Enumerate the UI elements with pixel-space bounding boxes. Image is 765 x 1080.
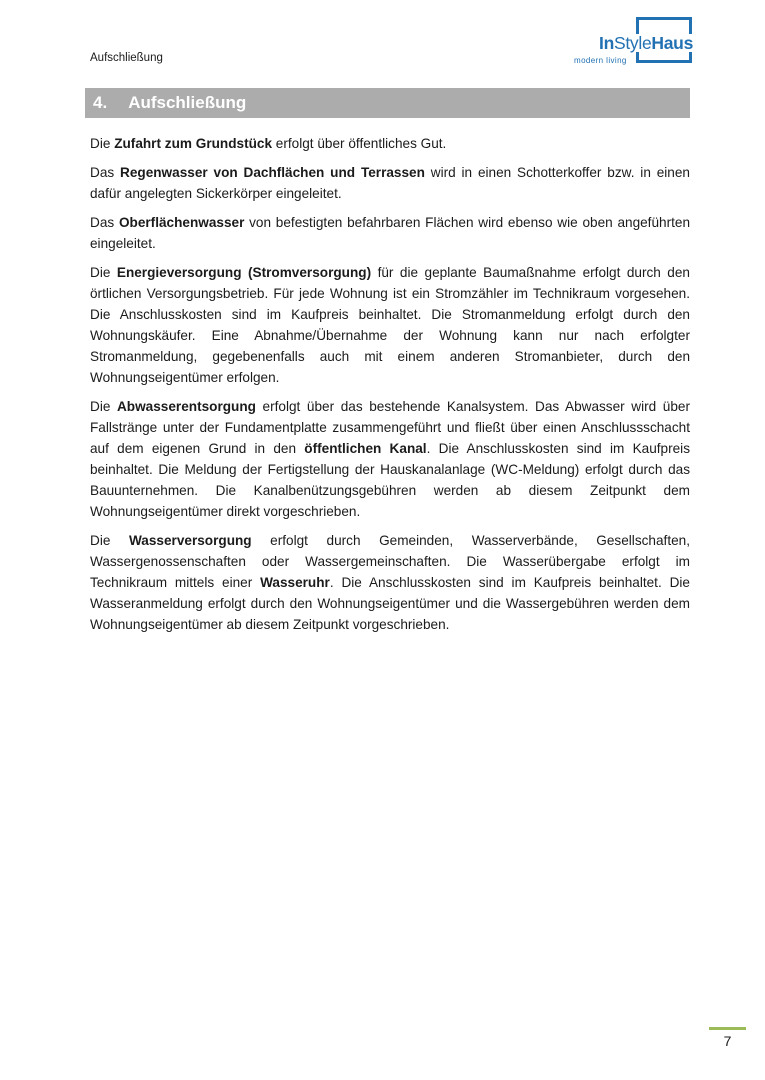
logo-wordmark-style: Style [614, 33, 652, 53]
logo-wordmark-in: In [599, 33, 614, 53]
text-run: erfolgt durch Gemeinden, Wasserverbände, Gesellschaften, Wassergenossenschaften oder Wassergemeinschaften. Die Wasserübergabe erfolgt im Technikraum mittels einer [90, 533, 690, 590]
page-footer [709, 1027, 746, 1049]
text-run: Das [90, 215, 119, 230]
text-run-bold: Zufahrt zum Grundstück [114, 136, 273, 151]
text-run-bold: Energieversorgung (Stromversorgung) [116, 265, 372, 280]
logo-wordmark-haus: Haus [651, 33, 693, 53]
paragraph [90, 162, 690, 204]
paragraph [90, 396, 690, 522]
running-header-title: Aufschließung [90, 52, 163, 64]
text-run: wird in einen Schotterkoffer bzw. in einen dafür angelegten Sickerkörper eingeleitet. [90, 165, 690, 201]
text-run: Die [90, 533, 129, 548]
text-run-bold: Oberflächenwasser [118, 215, 245, 230]
text-run: . Die Anschlusskosten sind im Kaufpreis beinhaltet. Die Wasseranmeldung erfolgt durch den Wohnungseigentümer und die Wassergebühren werden dem Wohnungseigentümer ab diesem Zeitpunkt vorgeschrieben. [90, 575, 690, 632]
text-run-bold: Wasserversorgung [128, 533, 252, 548]
paragraph [90, 133, 690, 154]
footer-rule [709, 1027, 746, 1030]
text-run-bold: Regenwasser von Dachflächen und Terrassen [120, 165, 425, 180]
text-run-bold: Wasseruhr [260, 575, 330, 590]
text-run-bold: Abwasserentsorgung [116, 399, 256, 414]
page-number: 7 [723, 1033, 732, 1049]
text-run: Die [90, 136, 115, 151]
paragraph [90, 262, 690, 388]
paragraph [90, 530, 690, 635]
paragraph [90, 212, 690, 254]
logo-tagline: modern living [574, 56, 627, 65]
text-run: Das [90, 165, 121, 180]
instylehaus-logo [571, 14, 695, 72]
text-run: erfolgt über das bestehende Kanalsystem. Das Abwasser wird über Fallstränge unter der Fundamentplatte zusammengeführt und fließt über einen Anschlussschacht auf dem eigenen Grund in den [90, 399, 690, 456]
text-run-bold: öffentlichen Kanal [304, 441, 427, 456]
section-heading-bar [85, 88, 690, 118]
text-run: erfolgt über öffentliches Gut. [272, 136, 447, 151]
section-number: 4. [93, 93, 108, 112]
text-run: . Die Anschlusskosten sind im Kaufpreis beinhaltet. Die Meldung der Fertigstellung der Hauskanalanlage (WC-Meldung) erfolgt durch das Bauunternehmen. Die Kanalbenützungsgebühren werden ab diesem Zeitpunkt dem Wohnungseigentümer direkt vorgeschrieben. [90, 441, 690, 519]
logo-wordmark [597, 34, 695, 52]
document-body [90, 133, 690, 643]
text-run: Die [90, 399, 117, 414]
text-run: von befestigten befahrbaren Flächen wird ebenso wie oben angeführten eingeleitet. [90, 215, 691, 251]
section-title: Aufschließung [128, 93, 247, 112]
text-run: für die geplante Baumaßnahme erfolgt durch den örtlichen Versorgungsbetrieb. Für jede Wohnung ist ein Stromzähler im Technikraum vorgesehen. Die Anschlusskosten sind im Kaufpreis beinhaltet. Die Stromanmeldung erfolgt durch den Wohnungskäufer. Eine Abnahme/Übernahme der Wohnung kann nur nach erfolgter Stromanmeldung, gegebenenfalls auch mit einem anderen Stromanbieter, durch den Wohnungseigentümer erfolgen. [90, 265, 690, 385]
text-run: Die [90, 265, 117, 280]
